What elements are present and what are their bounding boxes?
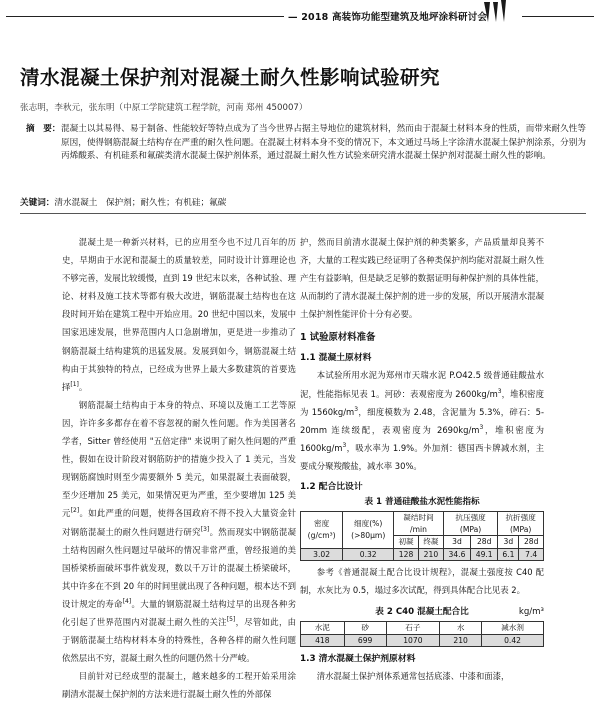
table-1-subheader: 终凝 (418, 536, 443, 549)
table-1-subheader: 3d (498, 536, 519, 549)
keywords-text: 清水混凝土 保护剂；耐久性；有机硅；氟碳 (54, 198, 227, 208)
left-column (62, 233, 296, 703)
intro-paragraph-1: 混凝土是一种新兴材料，已的应用至今也不过几百年的历史，早期由于水泥和混凝土的质量较差，同时设计计算理论也不够完善，发展比较缓慢，直到 19 世纪末以来，各种试验、理论、材料及施工技术等都有极大改进，钢筋混凝土结构也在这段时间开始在建筑工程中开始应用。20 世纪中国以来，发展中国家迅速发展，世界范围内人口急剧增加，更是进一步推动了钢筋混凝土结构建筑的迅猛发展。发展到如今，钢筋混凝土结构由于其独特的特点，已经成为世界上最大多数建筑的首要选择[1]。 (62, 237, 296, 392)
header-rule-right (522, 16, 594, 17)
table-cell: 7.4 (519, 548, 544, 561)
table-row (301, 634, 544, 647)
mix-proportion-table (300, 621, 544, 647)
table-1-header-setting: 凝结时间 /min (394, 512, 444, 536)
table-1-header-density: 密度 (g/cm³) (301, 512, 343, 549)
intro-paragraph-4: 护，然而目前清水混凝土保护剂的种类繁多，产品质量却良莠不齐，大量的工程实践已经证明了各种类保护剂均能对混凝土耐久性产生有益影响，但是缺乏足够的数据证明每种保护剂的具体性能，从而制约了清水混凝土保护剂的进一步的发展，所以开展清水混凝土保护剂性能评价十分有必要。 (300, 237, 544, 320)
citation-2: [2] (70, 507, 80, 515)
table-1-caption: 表 1 普通硅酸盐水泥性能指标 (364, 497, 480, 508)
table-cell: 128 (394, 548, 419, 561)
table-cell: 0.32 (343, 548, 394, 561)
running-header: — 2018 高装饰功能型建筑及地坪涂料研讨会 (288, 12, 488, 23)
table-1-header-flexural: 抗折强度 (MPa) (498, 512, 544, 536)
table-2-header: 砂 (344, 622, 386, 635)
table-row (301, 548, 544, 561)
intro-paragraph-2: 钢筋混凝土结构由于本身的特点、环境以及施工工艺等原因，许许多多都存在着不容忽视的耐久性问题。作为美国著名学者，Sitter 曾经使用 "五倍定律" 来说明了耐久性问题的严重性，假如在设计阶段对钢筋防护的措施少投入了 1 美元，当发现钢筋腐蚀时则至少需要额外 5 美元，如果混凝土表面破裂，至少还增加 25 美元，如果情况更为严重，至少要增加 125 美元[2]。如此严重的问题，使得各国政府不得不投入大量资金针对钢筋混凝土的耐久性问题进行研究[3]。然而现实中钢筋混凝土结构因耐久性问题过早破坏的情况非常严重，曾经报道的美国桥梁桥面破坏事件就发现，数以千万计的混凝土桥梁破坏，其中许多在不到 20 年的时间里就出现了各种问题，根本达不到设计规定的寿命[4]。大量的钢筋混凝土结构过早的出现各种劣化引起了世界范围内对混凝土耐久性的关注[5]，尽管如此，由于钢筋混凝土结构材料本身的特殊性，各种各样的耐久性问题依然层出不穷，混凝土耐久性的问题仍然十分严峻。 (62, 399, 297, 664)
cement-properties-table (300, 511, 544, 561)
mix-design-paragraph: 参考《普通混凝土配合比设计规程》，混凝土强度按 C40 配制，水灰比为 0.5，塌过多次试配，得到具体配合比见表 2。 (300, 567, 544, 596)
coating-paragraph: 清水混凝土保护剂体系通常包括底漆、中漆和面漆， (316, 671, 510, 682)
table-2-header: 水泥 (301, 622, 345, 635)
table-1-subheader: 28d (471, 536, 498, 549)
right-column (300, 233, 544, 685)
table-1-subheader: 初凝 (394, 536, 419, 549)
table-cell: 3.02 (301, 548, 343, 561)
author-line: 张志明，李秋元，张东明（中原工学院建筑工程学院，河南 郑州 450007） (20, 103, 308, 113)
citation-5: [5] (226, 616, 236, 624)
paper-title: 清水混凝土保护剂对混凝土耐久性影响试验研究 (20, 66, 441, 89)
section-1-heading: 1 试验原材料准备 (300, 332, 376, 344)
table-cell: 6.1 (498, 548, 519, 561)
abstract-divider (20, 213, 586, 214)
header-rule-left (6, 16, 284, 17)
table-2-caption: 表 2 C40 混凝土配合比 kg/m³ (300, 605, 544, 620)
table-1-header-fineness: 细度(%) (>80μm) (343, 512, 394, 549)
keywords-label: 关键词： (20, 198, 55, 208)
table-1-subheader: 28d (519, 536, 544, 549)
section-1-1-heading: 1.1 混凝土原材料 (300, 353, 372, 364)
table-2-unit: kg/m³ (518, 607, 544, 618)
citation-3: [3] (200, 525, 210, 533)
abstract-text: 混凝土以其易得、易于制备、性能较好等特点成为了当今世界占据主导地位的建筑材料，然而由于混凝土材料本身的性质，而带来耐久性等原因，使得钢筋混凝土结构存在严重的耐久性问题。在混凝土材料本身不变的情况下，本文通过马场上字涂清水混凝土保护剂涂系，分别为丙烯酸系、有机硅系和氟碳类清水混凝土保护剂体系，通过混凝土耐久性方试验来研究清水混凝土保护剂对混凝土耐久性的影响。 (61, 124, 586, 161)
section-1-3-heading: 1.3 清水混凝土保护剂原材料 (300, 654, 416, 665)
table-cell: 418 (301, 634, 345, 647)
table-cell: 49.1 (471, 548, 498, 561)
abstract (20, 123, 586, 164)
table-cell: 210 (440, 634, 482, 647)
table-cell: 699 (344, 634, 386, 647)
table-2-header: 水 (440, 622, 482, 635)
table-cell: 34.6 (443, 548, 470, 561)
citation-4: [4] (122, 598, 132, 606)
table-cell: 0.42 (482, 634, 544, 647)
table-cell: 1070 (386, 634, 440, 647)
conference-logo-icon (480, 0, 514, 24)
intro-paragraph-3: 目前针对已经成型的混凝土，越来越多的工程开始采用涂刷清水混凝土保护剂的方法来进行混凝土耐久性的外部保 (62, 671, 296, 700)
materials-paragraph: 本试验所用水泥为郑州市天瑞水泥 P.O42.5 级普通硅酸盐水泥，性能指标见表 1。河砂：表观密度为 $2600kg/m^3$，堆积密度为 $1560kg/m^3$，细度模数为 2.48，含泥量为 5.3%，碎石：5-20mm 连续级配，表观密度为 $2690kg/m^3$，堆积密度为 $1600kg/m^3$，吸水率为 1.9%。外加剂：德国西卡牌减水剂，主要成分聚羧酸盐，减水率 30%。 (300, 370, 545, 471)
abstract-label: 摘 要： (26, 124, 61, 134)
table-cell: 210 (418, 548, 443, 561)
table-1-header-compressive: 抗压强度 (MPa) (443, 512, 497, 536)
table-1-subheader: 3d (443, 536, 470, 549)
citation-1: [1] (70, 380, 79, 388)
table-2-header: 石子 (386, 622, 440, 635)
keywords (20, 196, 586, 208)
section-1-2-heading: 1.2 配合比设计 (300, 482, 363, 493)
table-2-header: 减水剂 (482, 622, 544, 635)
